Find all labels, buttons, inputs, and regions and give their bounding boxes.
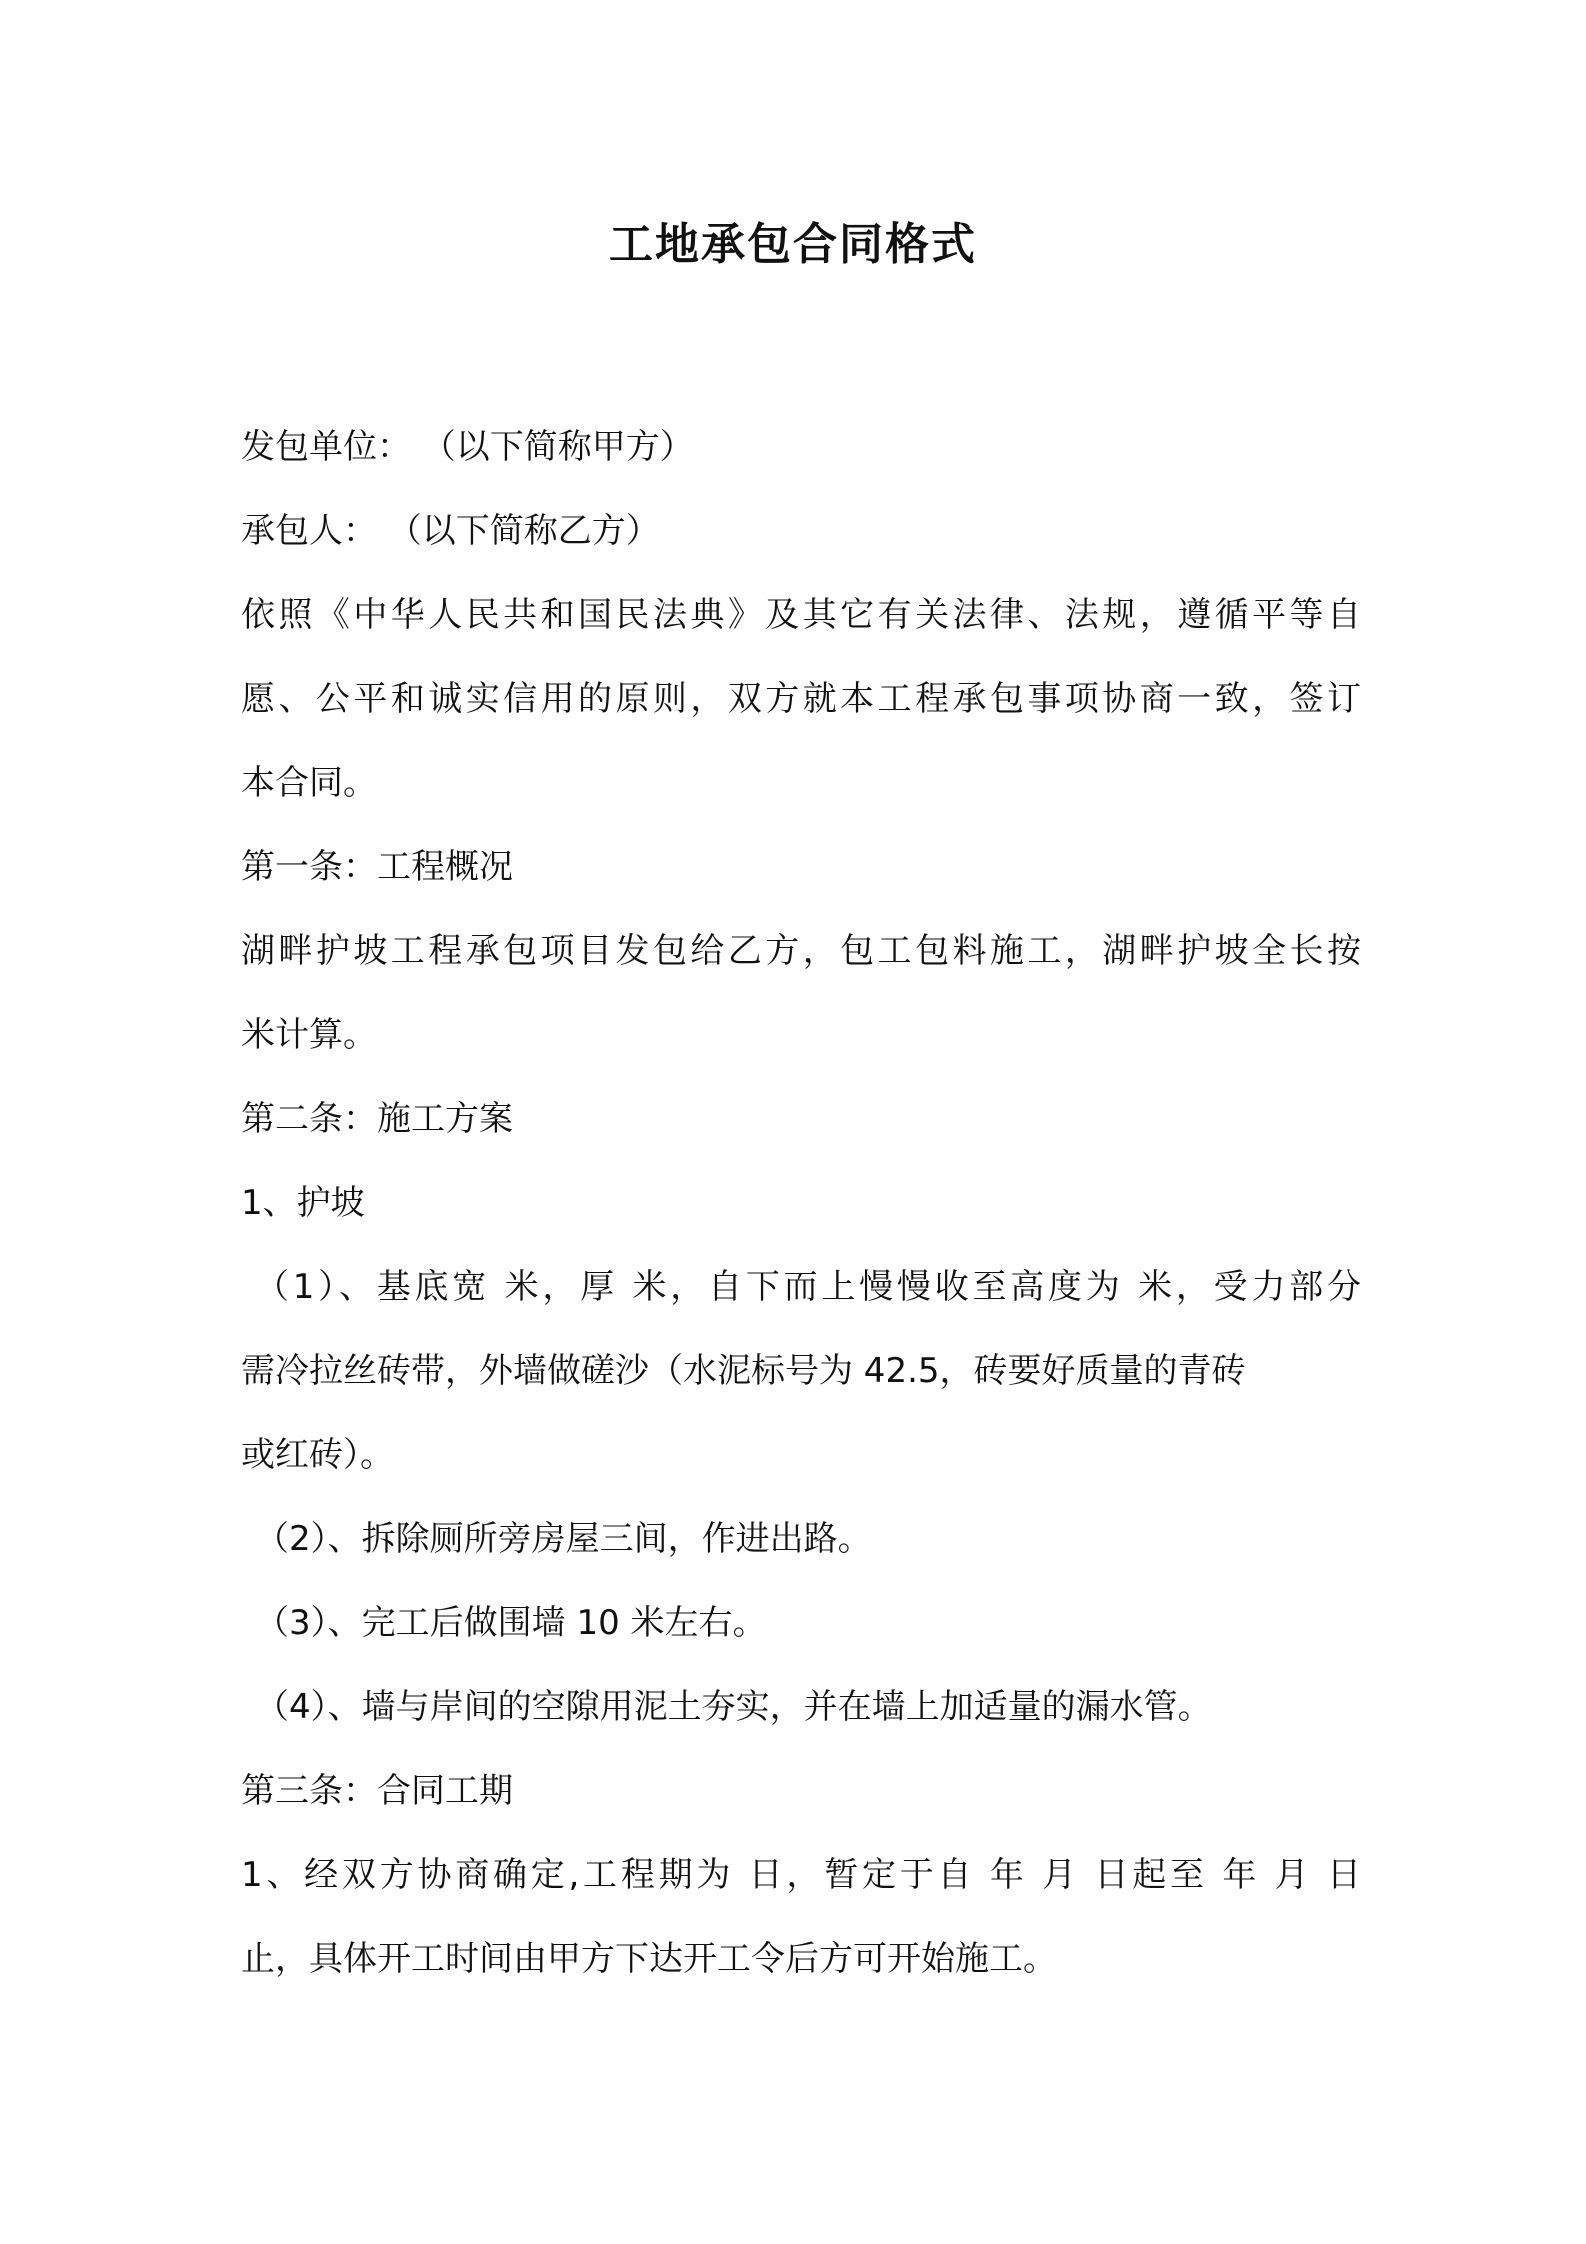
article-1-text-line-2: 米计算。 bbox=[241, 1015, 377, 1055]
section-1-heading: 1、护坡 bbox=[241, 1183, 365, 1223]
article-1-heading: 第一条：工程概况 bbox=[241, 847, 513, 887]
party-a-line: 发包单位： （以下简称甲方） bbox=[241, 427, 694, 467]
document-body bbox=[241, 405, 1361, 2001]
document-title: 工地承包合同格式 bbox=[609, 219, 977, 270]
preamble-line-1: 依照《中华人民共和国民法典》及其它有关法律、法规，遵循平等自 bbox=[241, 595, 1361, 635]
preamble-line-3: 本合同。 bbox=[241, 763, 377, 803]
party-b-line: 承包人： （以下简称乙方） bbox=[241, 511, 660, 551]
item-4: （4）、墙与岸间的空隙用泥土夯实，并在墙上加适量的漏水管。 bbox=[255, 1687, 1212, 1727]
item-1-line-3: 或红砖）。 bbox=[241, 1435, 394, 1475]
item-1-line-1: （1）、基底宽 米，厚 米，自下而上慢慢收至高度为 米，受力部分 bbox=[255, 1267, 1361, 1307]
item-2: （2）、拆除厕所旁房屋三间，作进出路。 bbox=[255, 1519, 872, 1559]
schedule-line-1: 1、经双方协商确定,工程期为 日，暂定于自 年 月 日起至 年 月 日 bbox=[241, 1855, 1361, 1895]
article-3-heading: 第三条：合同工期 bbox=[241, 1771, 513, 1811]
schedule-line-2: 止，具体开工时间由甲方下达开工令后方可开始施工。 bbox=[241, 1939, 1057, 1979]
item-3: （3）、完工后做围墙 10 米左右。 bbox=[255, 1603, 767, 1643]
preamble-line-2: 愿、公平和诚实信用的原则，双方就本工程承包事项协商一致，签订 bbox=[241, 679, 1361, 719]
article-2-heading: 第二条：施工方案 bbox=[241, 1099, 513, 1139]
item-1-line-2: 需冷拉丝砖带，外墙做磋沙（水泥标号为 42.5，砖要好质量的青砖 bbox=[241, 1351, 1246, 1391]
article-1-text-line-1: 湖畔护坡工程承包项目发包给乙方，包工包料施工，湖畔护坡全长按 bbox=[241, 931, 1361, 971]
